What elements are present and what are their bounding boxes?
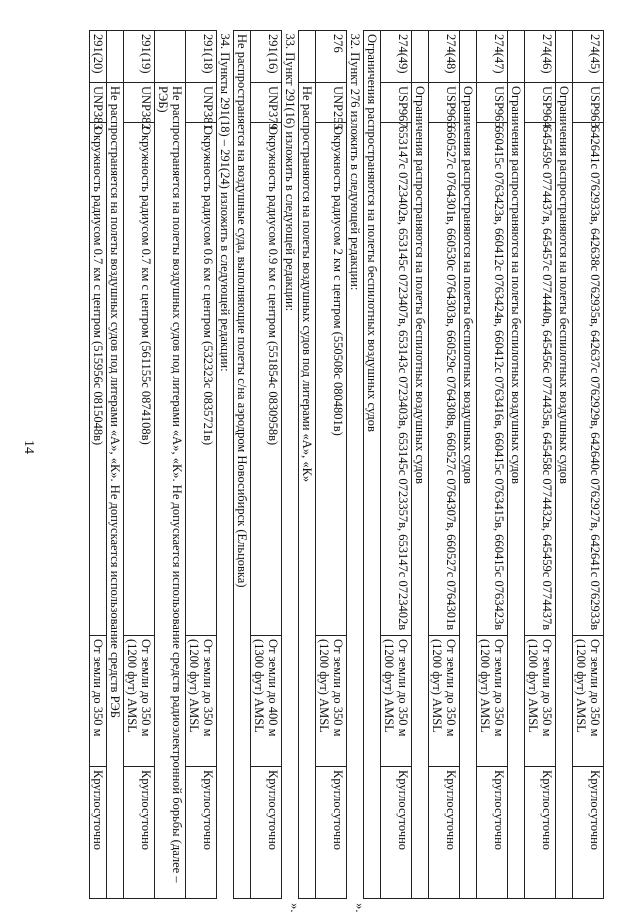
table-row: 274(45) USP963 642641с 0762933в, 642638с 0762935в, 642637с 0762929в, 642640с 0762927в, 642641с 0762933в От земли до 350 м (1200 фут) AMSL Круглосуточно <box>573 31 604 899</box>
restricted-zones-table <box>89 30 604 913</box>
note-row: Не распространяется на полеты воздушных судов под литерами «А», «К». Не допускается использование средств РЭБ <box>107 31 124 899</box>
note-row: Не распространяются на полеты воздушных судов под литерами «А», «К» <box>299 31 316 899</box>
note-row: Ограничения распространяются на полеты беспилотных воздушных судов <box>460 31 477 899</box>
table-row: 291(16) UNP379 Окружность радиусом 0.9 км с центром (551854с 0830958в) От земли до 400 м (1300 фут) AMSL Круглосуточно <box>251 31 282 899</box>
note-row: Не распространяется на полеты воздушных судов под литерами «А», «К». Не допускается использование средств радиоэлектронной борьбы (далее – РЭБ) <box>155 31 186 899</box>
section-33-heading: 33. Пункт 291(16) изложить в следующей редакции: <box>283 33 297 312</box>
page-number: 14 <box>21 440 36 454</box>
section-heading-row <box>217 31 234 899</box>
note-row: Ограничения распространяются на полеты беспилотных воздушных судов <box>556 31 573 899</box>
note-row: Ограничения распространяются на полеты беспилотных воздушных судов <box>364 31 381 899</box>
note-row: Не распространяется на воздушные суда, выполняющие полеты с/на аэродром Новосибирск (Ельцовка) <box>234 31 251 899</box>
section-34-heading: 34. Пункты 291(18) – 291(24) изложить в следующей редакции: <box>218 33 232 372</box>
table-row: 274(47) USP965 660415с 0763423в, 660412с 0763424в, 660412с 0763416в, 660415с 0763415в, 660415с 0763423в От земли до 350 м (1200 фут) AMSL Круглосуточно <box>477 31 508 899</box>
table-row: 274(49) USP967 653147с 0723402в, 653145с 0723407в, 653143с 0723403в, 653145с 0723357в, 653147с 0723402в От земли до 350 м (1200 фут) AMSL Круглосуточно <box>381 31 412 899</box>
table-row: 291(18) UNP381 Окружность радиусом 0.6 км с центром (532323с 0835721в) От земли до 350 м (1200 фут) AMSL Круглосуточно <box>186 31 217 899</box>
table-row: 274(46) USP964 645459с 0774437в, 645457с 0774440в, 645456с 0774435в, 645458с 0774432в, 645459с 0774437в От земли до 350 м (1200 фут) AMSL Круглосуточно <box>525 31 556 899</box>
section-32-heading: 32. Пункт 276 изложить в следующей редакции: <box>348 33 362 291</box>
note-row: Ограничения распространяются на полеты беспилотных воздушных судов <box>508 31 525 899</box>
table-row: 291(20) UNP383 Окружность радиусом 0.7 км с центром (515956с 0815048в) От земли до 350 м Круглосуточно <box>90 31 107 899</box>
section-heading-row: ». 33. Пункт 291(16) изложить в следующей редакции: <box>283 33 302 913</box>
table-row: 291(19) UNP382 Окружность радиусом 0.7 км с центром (561155с 0874108в) От земли до 350 м (1200 фут) AMSL Круглосуточно <box>124 31 155 899</box>
table-row: 274(48) USP966 660527с 0764301в, 660530с 0764303в, 660529с 0764308в, 660527с 0764307в, 660527с 0764301в От земли до 350 м (1200 фут) AMSL Круглосуточно <box>429 31 460 899</box>
note-row: Ограничения распространяются на полеты беспилотных воздушных судов <box>412 31 429 899</box>
table-row: 276 UNP255 Окружность радиусом 2 км с центром (550508с 0804801в) От земли до 350 м (1200 фут) AMSL Круглосуточно <box>316 31 347 899</box>
section-heading-row: ». 32. Пункт 276 изложить в следующей редакции: <box>348 33 367 913</box>
